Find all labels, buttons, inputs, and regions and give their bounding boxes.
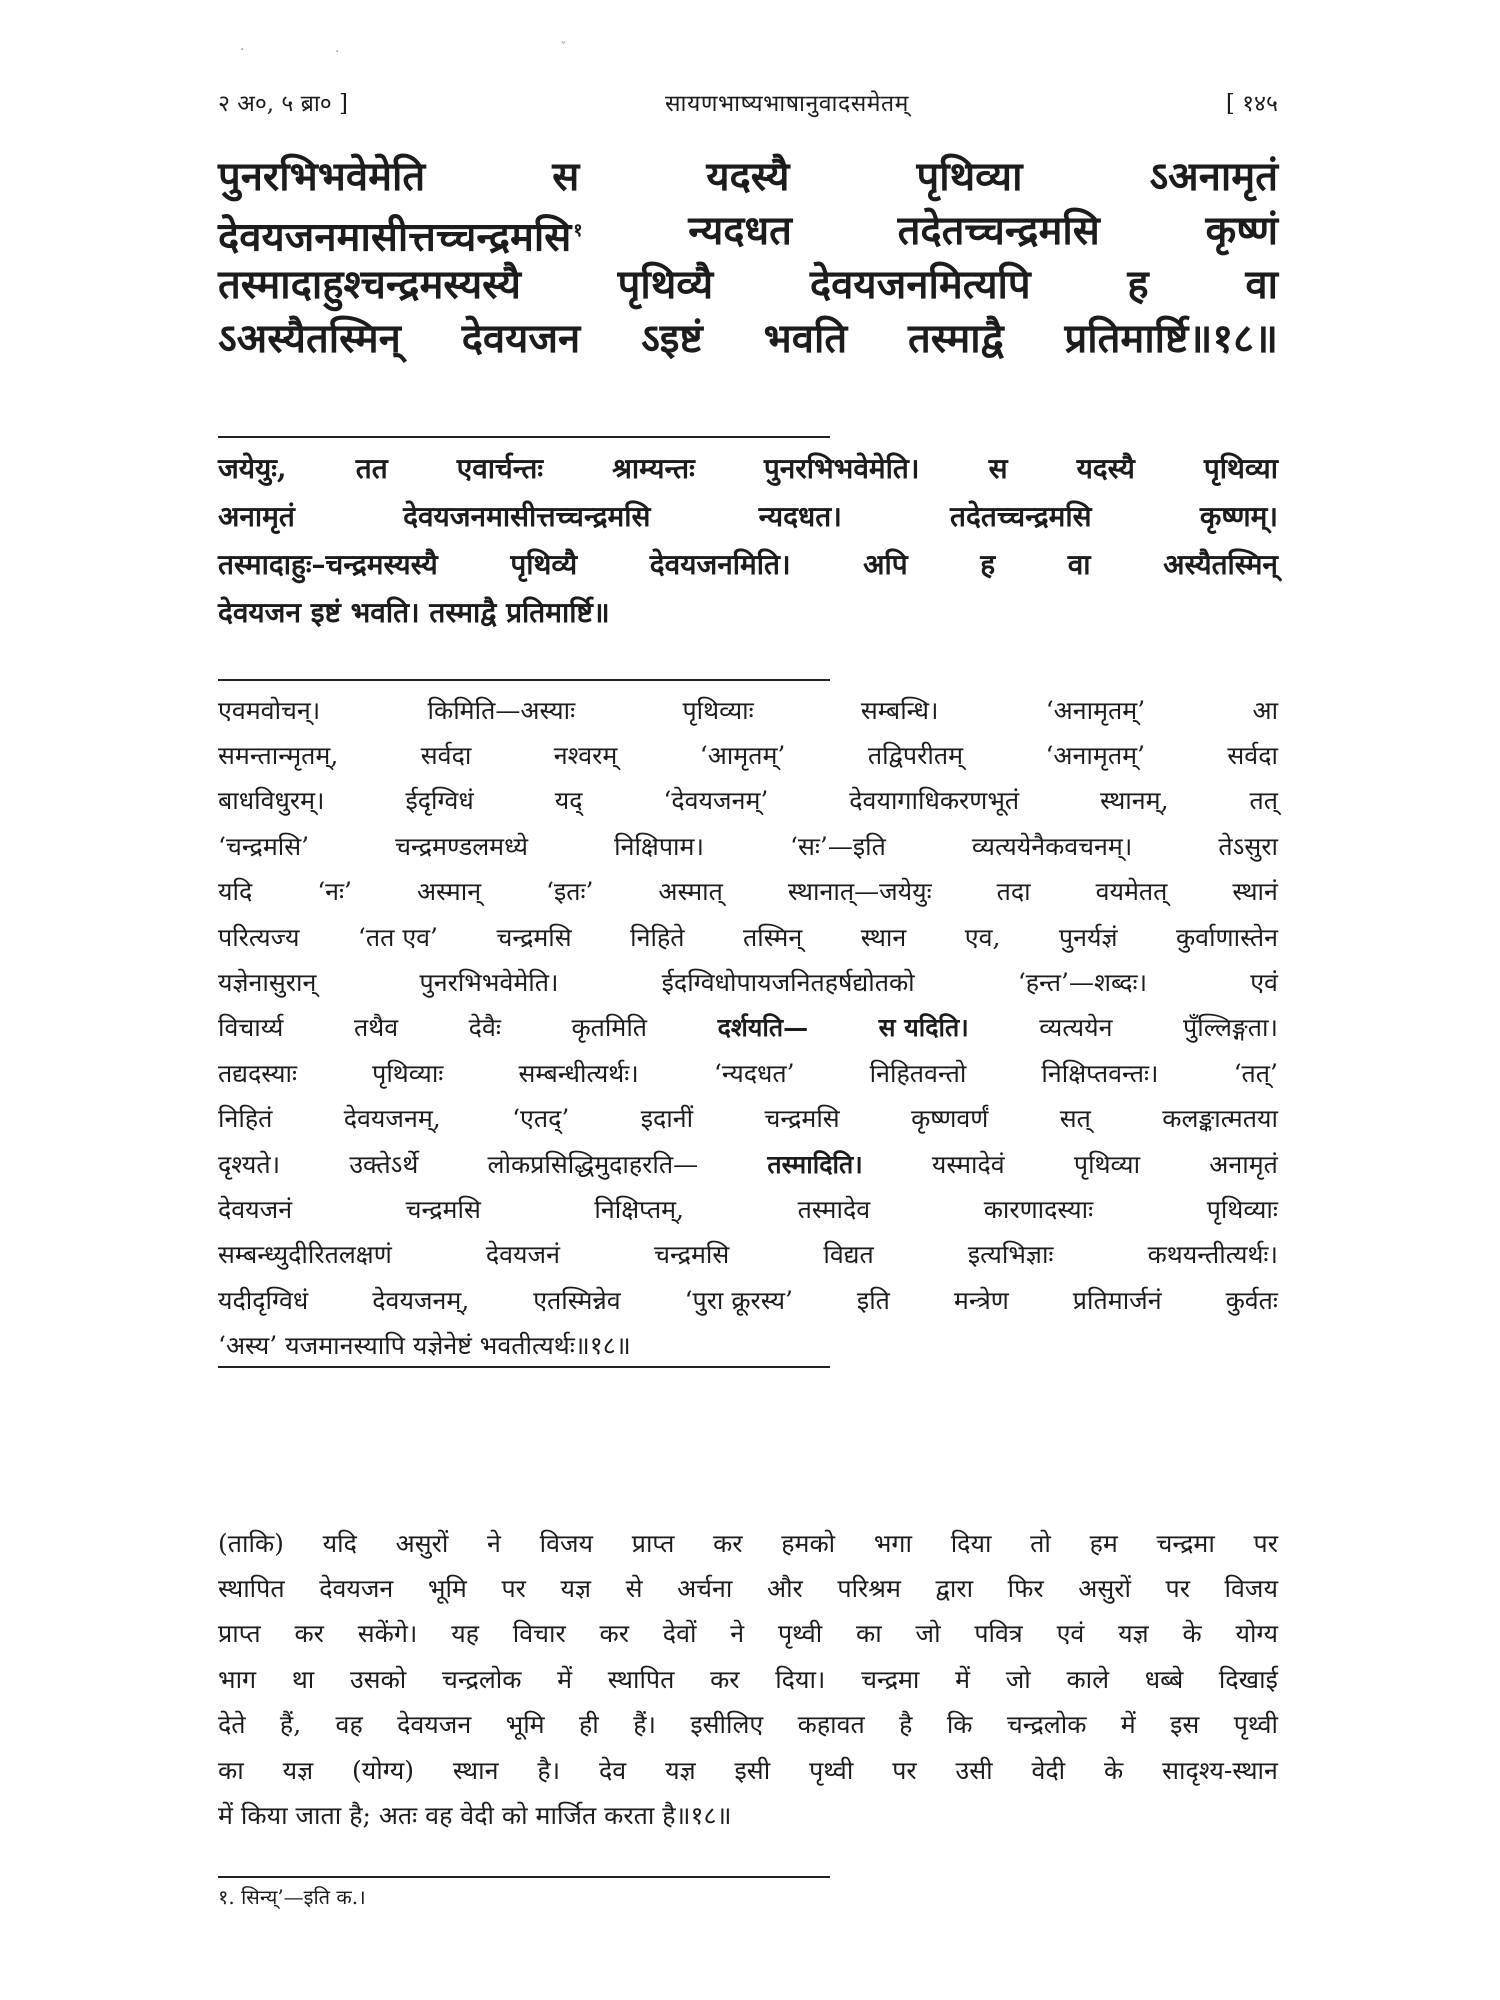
word: तदेतच्चन्द्रमसि — [897, 207, 1100, 254]
text-line — [218, 732, 1278, 777]
text-line — [218, 444, 1278, 492]
word: के — [1182, 1619, 1202, 1649]
word: ‘आमृतम्’ — [699, 741, 786, 771]
hindi-translation — [218, 1520, 1278, 1838]
word: यज्ञेनासुरान् — [218, 968, 317, 998]
word: वह — [335, 1710, 363, 1740]
word: पृथिव्यै — [617, 261, 714, 308]
word: देवों — [662, 1619, 697, 1649]
word: दिया। — [775, 1664, 826, 1694]
word: इत्यभिज्ञाः — [967, 1240, 1054, 1270]
word: प्राप्त — [631, 1528, 675, 1558]
text-line — [218, 1611, 1278, 1656]
word: यदीदृग्विधं — [218, 1285, 309, 1315]
word: जो — [1005, 1664, 1031, 1694]
word: तद्विपरीतम् — [867, 741, 964, 771]
word: भाग — [218, 1664, 257, 1694]
word: श्राम्यन्तः — [612, 452, 695, 485]
word: ऽअस्यैतस्मिन् — [218, 315, 401, 362]
word: ‘एतद्’ — [512, 1104, 570, 1134]
word: स — [552, 153, 580, 200]
word: वयमेतत् — [1095, 877, 1168, 907]
word: भूमि — [427, 1574, 467, 1604]
word: स्थापित — [607, 1664, 675, 1694]
text-line — [218, 492, 1278, 540]
text-line — [218, 1656, 1278, 1701]
word: पृथिव्याः — [682, 695, 754, 725]
text-line — [218, 823, 1278, 868]
word: भगा — [873, 1528, 912, 1558]
word: कृष्णं — [1205, 207, 1278, 254]
mantra-padapatha — [218, 444, 1278, 636]
word: में — [1120, 1710, 1136, 1740]
word: था — [291, 1664, 315, 1694]
word: तदेतच्चन्द्रमसि — [950, 500, 1092, 533]
word: यह — [451, 1619, 479, 1649]
word: चन्द्रलोक — [1006, 1710, 1087, 1740]
word: ईदृग्विधं — [405, 786, 474, 816]
word: देवयजनमासीत्तच्चन्द्रमसि — [403, 500, 651, 533]
word: नश्वरम् — [553, 741, 618, 771]
word: पर — [1165, 1574, 1190, 1604]
word: निहितं — [218, 1104, 273, 1134]
word: देवयागाधिकरणभूतं — [849, 786, 1020, 816]
word: देवयजनमित्यपि — [809, 261, 1031, 308]
word: देवयजनम्, — [372, 1285, 470, 1315]
word: तथैव — [353, 1013, 399, 1043]
word: सम्बन्धीत्यर्थः। — [518, 1058, 639, 1088]
word: समन्तान्मृतम्, — [218, 741, 339, 771]
word: देवयजनं — [485, 1240, 560, 1270]
word: पुनरभिभवेमेति। — [419, 968, 559, 998]
word: अस्यैतस्मिन् — [1163, 548, 1278, 581]
word: देवयजन इष्टं भवति। तस्माद्वै प्रतिमार्ष्टि॥ — [218, 596, 610, 629]
word: यदस्यै — [706, 153, 790, 200]
word: सर्वदा — [1227, 741, 1278, 771]
word: अस्मात् — [658, 877, 723, 907]
word: भवति — [763, 315, 848, 362]
word: कलङ्कात्मतया — [1162, 1104, 1278, 1134]
word: तस्मिन् — [742, 922, 803, 952]
text-line — [218, 914, 1278, 959]
text-line — [218, 312, 1278, 366]
word: स्थान — [452, 1755, 499, 1785]
word: पृथिव्याः — [372, 1058, 444, 1088]
word: यज्ञ — [282, 1755, 314, 1785]
word: यज्ञ — [1118, 1619, 1149, 1649]
word: ‘इतः’ — [546, 877, 594, 907]
word: व्यत्ययेनैकवचनम्। — [971, 831, 1133, 861]
word: देवयजन — [319, 1574, 394, 1604]
word: चन्द्रमसि — [764, 1104, 840, 1134]
word: ईदग्विधोपायजनितहर्षद्योतको — [661, 968, 915, 998]
text-line — [218, 1186, 1278, 1231]
word: चन्द्रमा — [861, 1664, 920, 1694]
word: का — [856, 1619, 882, 1649]
word: कर — [713, 1528, 743, 1558]
text-line — [218, 1232, 1278, 1277]
word: आ — [1252, 695, 1278, 725]
word: योग्य — [1235, 1619, 1278, 1649]
word: सर्वदा — [420, 741, 472, 771]
word: स यदिति। — [878, 1013, 969, 1043]
word: उसको — [349, 1664, 407, 1694]
word: पृथिव्याः — [1206, 1194, 1278, 1224]
word: एव, — [964, 922, 1001, 952]
word: चन्द्रमा — [1156, 1528, 1215, 1558]
word: अर्चना — [677, 1574, 733, 1604]
word: दिखाई — [1218, 1664, 1278, 1694]
word: यज्ञ — [560, 1574, 592, 1604]
word: अनामृतं — [218, 500, 295, 533]
footnote: १. सिन्य्’—इति क.। — [218, 1885, 366, 1909]
word: निक्षिप्तम्, — [594, 1194, 685, 1224]
divider — [218, 679, 830, 681]
word: देवयजनमासीत्तच्चन्द्रमसि $^१$ — [218, 213, 583, 261]
word: पृथ्वी — [1233, 1710, 1278, 1740]
word: यज्ञ — [665, 1755, 696, 1785]
word: धब्बे — [1144, 1664, 1184, 1694]
word: कुर्वाणास्तेन — [1175, 922, 1278, 952]
text-line — [218, 1565, 1278, 1610]
word: काले — [1066, 1664, 1110, 1694]
word: उक्तेऽर्थे — [349, 1149, 419, 1179]
chapter-reference: २ अ०, ५ ब्रा० ] — [218, 91, 349, 117]
word: वा — [1067, 548, 1091, 581]
word: एवार्चन्तः — [456, 452, 544, 485]
word: तदा — [996, 877, 1031, 907]
word: अनामृतं — [1209, 1149, 1278, 1179]
word: ‘अनामृतम्’ — [1045, 695, 1146, 725]
word: स्थानं — [1232, 877, 1278, 907]
word: देवयजनं — [218, 1194, 293, 1224]
word: जो — [915, 1619, 941, 1649]
divider — [218, 436, 830, 438]
word: ‘अनामृतम्’ — [1045, 741, 1145, 771]
word: यद् — [554, 786, 583, 816]
word: ‘पुरा क्रूरस्य’ — [684, 1285, 793, 1315]
word: से — [625, 1574, 643, 1604]
word: चन्द्रमण्डलमध्ये — [395, 831, 529, 861]
word: देवयजनम्, — [343, 1104, 441, 1134]
word: सकेंगे। — [357, 1619, 418, 1649]
word: ऽइष्टं — [641, 315, 703, 362]
word: ‘अस्य’ यजमानस्यापि यज्ञेनेष्टं भवतीत्यर्थः॥१८॥ — [218, 1331, 631, 1361]
word: ह — [980, 548, 996, 581]
divider — [218, 1876, 830, 1878]
page-header — [218, 80, 1278, 124]
word: हैं। — [633, 1710, 656, 1740]
word: एतस्मिन्नेव — [533, 1285, 621, 1315]
word: स — [988, 452, 1008, 485]
word: तस्मादिति। — [767, 1149, 863, 1179]
word: ही — [579, 1710, 599, 1740]
word: ने — [487, 1528, 501, 1558]
word: मन्त्रेण — [953, 1285, 1009, 1315]
word: इदानीं — [640, 1104, 694, 1134]
word: कुर्वतः — [1225, 1285, 1278, 1315]
word: पृथिव्या — [1073, 1149, 1141, 1179]
word: पृथिव्या — [916, 153, 1023, 200]
word: तस्माद्वै — [908, 315, 1004, 362]
word: सत् — [1059, 1104, 1091, 1134]
word: स्थापित — [218, 1574, 285, 1604]
sayana-commentary — [218, 687, 1278, 1368]
word: एवं — [1250, 968, 1278, 998]
word: चन्द्रमसि — [496, 922, 572, 952]
word: निहितवन्तो — [869, 1058, 967, 1088]
word: देवयजन — [397, 1710, 472, 1740]
text-line — [218, 778, 1278, 823]
word: इसी — [734, 1755, 771, 1785]
text-line — [218, 540, 1278, 588]
text-line — [218, 588, 1278, 636]
word: बाधविधुरम्। — [218, 786, 325, 816]
text-line — [218, 204, 1278, 261]
word: विजय — [539, 1528, 594, 1558]
word: तेऽसुरा — [1218, 831, 1278, 861]
word: विचार — [512, 1619, 566, 1649]
word: पृथ्वी — [809, 1755, 854, 1785]
word: चन्द्रलोक — [441, 1664, 522, 1694]
word: इति — [856, 1285, 890, 1315]
word: तस्मादाहुश्चन्द्रमस्यस्यै — [218, 261, 521, 308]
word: विद्यत — [823, 1240, 874, 1270]
word: ‘तत एव’ — [357, 922, 438, 952]
word: पुनर्यज्ञं — [1058, 922, 1118, 952]
word: है — [899, 1710, 913, 1740]
word: में — [955, 1664, 971, 1694]
word: कृष्णवर्णं — [911, 1104, 989, 1134]
word: परित्यज्य — [218, 922, 300, 952]
word: तत् — [1249, 786, 1278, 816]
text-line — [218, 1702, 1278, 1747]
word: भूमि — [505, 1710, 545, 1740]
word: वेदी — [1031, 1755, 1066, 1785]
word: प्रतिमार्जनं — [1072, 1285, 1162, 1315]
word: हैं, — [279, 1710, 302, 1740]
word: पर — [501, 1574, 526, 1604]
text-line — [218, 869, 1278, 914]
word: कृष्णम्। — [1199, 500, 1278, 533]
word: कहावत — [797, 1710, 865, 1740]
running-title: सायणभाष्यभाषानुवादसमेतम् — [664, 91, 909, 117]
text-line — [218, 1141, 1278, 1186]
word: पुँल्लिङ्गता। — [1183, 1013, 1278, 1043]
text-line — [218, 1005, 1278, 1050]
word: सम्बन्धि। — [860, 695, 939, 725]
word: निहिते — [630, 922, 685, 952]
page-number: [ १४५ — [1225, 91, 1278, 117]
text-line — [218, 959, 1278, 1004]
word: स्थानात्—जयेयुः — [787, 877, 932, 907]
word: यदि — [218, 877, 253, 907]
word: अस्मान् — [416, 877, 482, 907]
word: दृश्यते। — [218, 1149, 281, 1179]
word: ऽअनामृतं — [1149, 153, 1278, 200]
text-line — [218, 258, 1278, 312]
word: चन्द्रमसि — [405, 1194, 481, 1224]
word: देवैः — [468, 1013, 501, 1043]
word: ‘चन्द्रमसि’ — [218, 831, 310, 861]
word: ‘देवयजनम्’ — [663, 786, 769, 816]
divider — [218, 1366, 830, 1368]
word: विजय — [1224, 1574, 1278, 1604]
word: पृथ्वी — [777, 1619, 823, 1649]
text-line — [218, 1747, 1278, 1792]
footnote-marker: १ — [573, 220, 583, 241]
word: एवमवोचन्। — [218, 695, 321, 725]
word: ‘हन्त’—शब्दः। — [1017, 968, 1148, 998]
word: सम्बन्ध्युदीरितलक्षणं — [218, 1240, 392, 1270]
scan-speck: · — [335, 44, 340, 60]
word: कि — [946, 1710, 973, 1740]
word: तो — [1030, 1528, 1051, 1558]
word: तस्मादेव — [797, 1194, 871, 1224]
word: देव — [599, 1755, 627, 1785]
text-line — [218, 1520, 1278, 1565]
word: तस्मादाहुः–चन्द्रमस्यस्यै — [218, 548, 438, 581]
mantra-text — [218, 150, 1278, 366]
text-line — [218, 687, 1278, 732]
text-line — [218, 1322, 1278, 1367]
word: दर्शयति— — [717, 1013, 809, 1043]
word: ‘न्यदधत’ — [713, 1058, 795, 1088]
word: तत — [355, 452, 388, 485]
word: तद्यदस्याः — [218, 1058, 298, 1088]
word: में — [557, 1664, 573, 1694]
word: इसीलिए — [690, 1710, 764, 1740]
word: चन्द्रमसि — [654, 1240, 730, 1270]
word: वा — [1245, 261, 1278, 308]
word: विचार्य्य — [218, 1013, 284, 1043]
word: कारणादस्याः — [983, 1194, 1094, 1224]
word: असुरों — [395, 1528, 449, 1558]
word: देवयजन — [461, 315, 581, 362]
word: के — [1104, 1755, 1124, 1785]
word: न्यदधत। — [758, 500, 842, 533]
word: यदस्यै — [1076, 452, 1135, 485]
word: में किया जाता है; अतः वह वेदी को मार्जित करता है॥१८॥ — [218, 1801, 732, 1831]
word: पुनरभिभवेमेति। — [763, 452, 920, 485]
scan-speck: ˇ — [560, 40, 567, 56]
word: किमिति—अस्याः — [427, 695, 576, 725]
word: लोकप्रसिद्धिमुदाहरति— — [487, 1149, 699, 1179]
word: यस्मादेवं — [931, 1149, 1005, 1179]
word: (योग्य) — [352, 1755, 415, 1785]
word: है। — [537, 1755, 561, 1785]
word: इस — [1170, 1710, 1200, 1740]
word: पर — [1253, 1528, 1278, 1558]
word: सादृश्य-स्थान — [1162, 1755, 1278, 1785]
word: ‘नः’ — [317, 877, 353, 907]
word: प्रतिमार्ष्टि॥१८॥ — [1064, 315, 1278, 362]
word: कर — [710, 1664, 740, 1694]
word: प्राप्त — [218, 1619, 261, 1649]
word: देवयजनमिति। — [649, 548, 791, 581]
word: का — [218, 1755, 244, 1785]
word: असुरों — [1078, 1574, 1131, 1604]
word: पवित्र — [974, 1619, 1023, 1649]
scan-speck: · — [240, 42, 245, 58]
word: (ताकि) — [218, 1528, 284, 1558]
word: हम — [1089, 1528, 1118, 1558]
word: निक्षिपाम। — [614, 831, 704, 861]
word: जयेयुः, — [218, 452, 287, 485]
word: पृथिव्या — [1203, 452, 1278, 485]
text-line — [218, 150, 1278, 204]
word: पुनरभिभवेमेति — [218, 153, 426, 200]
word: कर — [294, 1619, 324, 1649]
word: यदि — [322, 1528, 357, 1558]
word: दिया — [950, 1528, 992, 1558]
word: कथयन्तीत्यर्थः। — [1147, 1240, 1278, 1270]
text-line — [218, 1277, 1278, 1322]
word: कृतमिति — [571, 1013, 648, 1043]
word: ‘तत्’ — [1233, 1058, 1278, 1088]
word: निक्षिप्तवन्तः। — [1041, 1058, 1159, 1088]
word: पृथिव्यै — [510, 548, 578, 581]
word: ‘सः’—इति — [790, 831, 886, 861]
word: देते — [218, 1710, 246, 1740]
word: अपि — [863, 548, 908, 581]
word: स्थान — [860, 922, 907, 952]
word: परिश्रम — [837, 1574, 901, 1604]
word: उसी — [955, 1755, 993, 1785]
word: और — [766, 1574, 803, 1604]
text-line — [218, 1792, 1278, 1837]
word: एवं — [1056, 1619, 1085, 1649]
word: कर — [599, 1619, 629, 1649]
text-line — [218, 1096, 1278, 1141]
word: ह — [1127, 261, 1149, 308]
word: पर — [892, 1755, 917, 1785]
word: न्यदधत — [688, 207, 792, 254]
text-line — [218, 1050, 1278, 1095]
word: स्थानम्, — [1100, 786, 1169, 816]
word: ने — [730, 1619, 745, 1649]
word: हमको — [781, 1528, 836, 1558]
word: व्यत्ययेन — [1039, 1013, 1113, 1043]
word: द्वारा — [935, 1574, 974, 1604]
word: फिर — [1007, 1574, 1044, 1604]
